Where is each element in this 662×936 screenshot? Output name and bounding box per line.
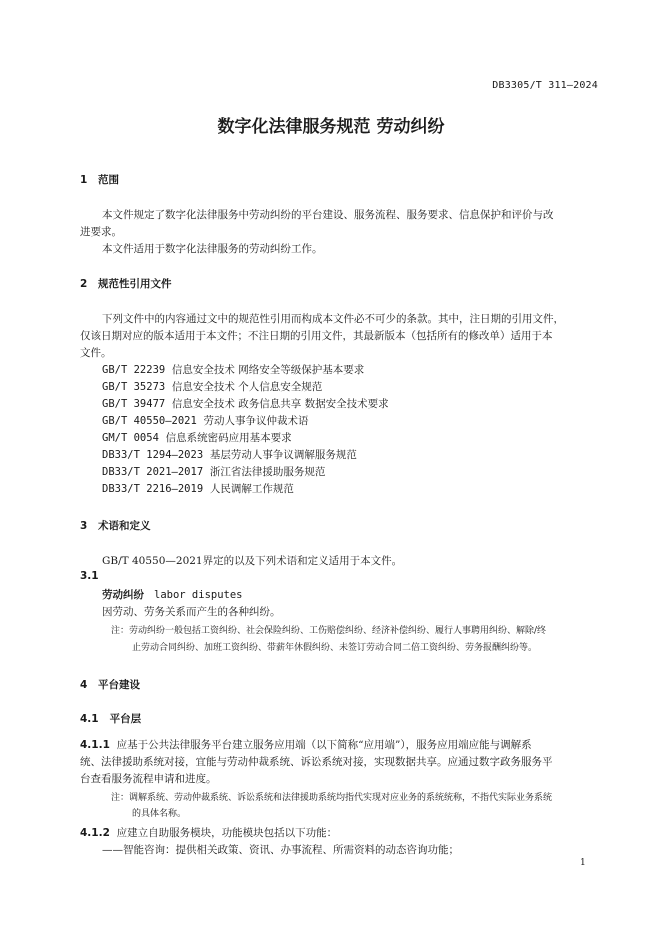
reference-item: GB/T 39477 信息安全技术 政务信息共享 数据安全技术要求 bbox=[102, 398, 389, 410]
reference-item: GB/T 35273 信息安全技术 个人信息安全规范 bbox=[102, 381, 323, 393]
reference-item: GB/T 22239 信息安全技术 网络安全等级保护基本要求 bbox=[102, 364, 365, 376]
subsection-4-1-heading bbox=[80, 711, 141, 726]
s2-intro-line-3: 文件。 bbox=[80, 347, 112, 359]
reference-item: DB33/T 2021—2017 浙江省法律援助服务规范 bbox=[102, 466, 326, 478]
section-3-number: 3 bbox=[80, 520, 88, 532]
term-chinese: 劳动纠纷 bbox=[102, 589, 144, 601]
note-label: 注： bbox=[111, 793, 130, 803]
s3-intro: GB/T 40550—2021界定的以及下列术语和定义适用于本文件。 bbox=[102, 555, 403, 567]
section-3-title: 术语和定义 bbox=[98, 520, 151, 532]
clause-4-1-1-line-2: 统、法律援助系统对接，宜能与劳动仲裁系统、诉讼系统对接，实现数据共享。应通过数字政务服务平 bbox=[80, 756, 553, 768]
section-1-number: 1 bbox=[80, 174, 88, 186]
note-label: 注： bbox=[111, 626, 130, 636]
clause-number: 4.1.1 bbox=[80, 739, 110, 751]
page-number: 1 bbox=[580, 858, 586, 868]
section-1-heading bbox=[80, 172, 119, 187]
document-title: 数字化法律服务规范 劳动纠纷 bbox=[217, 117, 445, 137]
note-1-line-2: 止劳动合同纠纷、加班工资纠纷、带薪年休假纠纷、未签订劳动合同二倍工资纠纷、劳务报酬纠纷等。 bbox=[132, 643, 538, 653]
section-2-title: 规范性引用文件 bbox=[98, 278, 172, 290]
reference-item: DB33/T 2216—2019 人民调解工作规范 bbox=[102, 483, 294, 495]
s1-paragraph-1-line-2: 进要求。 bbox=[80, 226, 122, 238]
reference-item: GM/T 0054 信息系统密码应用基本要求 bbox=[102, 432, 292, 444]
subsection-number: 4.1 bbox=[80, 713, 99, 725]
s2-intro-line-2: 仅该日期对应的版本适用于本文件；不注日期的引用文件，其最新版本（包括所有的修改单）适用于本 bbox=[80, 330, 553, 342]
clause-number: 4.1.2 bbox=[80, 827, 110, 839]
s1-paragraph-2: 本文件适用于数字化法律服务的劳动纠纷工作。 bbox=[102, 243, 323, 255]
clause-4-1-2: 4.1.2 应建立自助服务模块，功能模块包括以下功能： bbox=[80, 827, 338, 839]
section-2-heading bbox=[80, 276, 172, 291]
document-code: DB3305/T 311—2024 bbox=[492, 80, 598, 91]
note-2-line-1: 注：调解系统、劳动仲裁系统、诉讼系统和法律援助系统均指代实现对应业务的系统统称，不指代实际业务系统 bbox=[111, 793, 553, 803]
bullet-item: ——智能咨询：提供相关政策、资讯、办事流程、所需资料的动态咨询功能； bbox=[102, 844, 459, 856]
term-heading bbox=[102, 587, 243, 602]
term-definition: 因劳动、劳务关系而产生的各种纠纷。 bbox=[102, 606, 281, 618]
subsection-title: 平台层 bbox=[109, 713, 142, 725]
section-4-title: 平台建设 bbox=[98, 679, 140, 691]
s2-intro-line-1: 下列文件中的内容通过文中的规范性引用而构成本文件必不可少的条款。其中，注日期的引用文件， bbox=[102, 313, 564, 325]
term-number: 3.1 bbox=[80, 570, 99, 582]
section-3-heading bbox=[80, 518, 151, 533]
section-2-number: 2 bbox=[80, 278, 88, 290]
s1-paragraph-1-line-1: 本文件规定了数字化法律服务中劳动纠纷的平台建设、服务流程、服务要求、信息保护和评价与改 bbox=[102, 209, 554, 221]
section-4-heading bbox=[80, 677, 140, 692]
term-english: labor disputes bbox=[154, 589, 243, 601]
reference-item: DB33/T 1294—2023 基层劳动人事争议调解服务规范 bbox=[102, 449, 357, 461]
note-2-line-2: 的具体名称。 bbox=[132, 809, 187, 819]
clause-4-1-1-line-3: 台查看服务流程申请和进度。 bbox=[80, 773, 217, 785]
reference-item: GB/T 40550—2021 劳动人事争议仲裁术语 bbox=[102, 415, 309, 427]
section-4-number: 4 bbox=[80, 679, 88, 691]
section-1-title: 范围 bbox=[98, 174, 119, 186]
note-1-line-1: 注：劳动纠纷一般包括工资纠纷、社会保险纠纷、工伤赔偿纠纷、经济补偿纠纷、履行人事聘用纠纷、解除/终 bbox=[111, 626, 547, 636]
clause-4-1-1-line-1: 4.1.1 应基于公共法律服务平台建立服务应用端（以下简称“应用端”），服务应用端应能与调解系 bbox=[80, 739, 532, 751]
